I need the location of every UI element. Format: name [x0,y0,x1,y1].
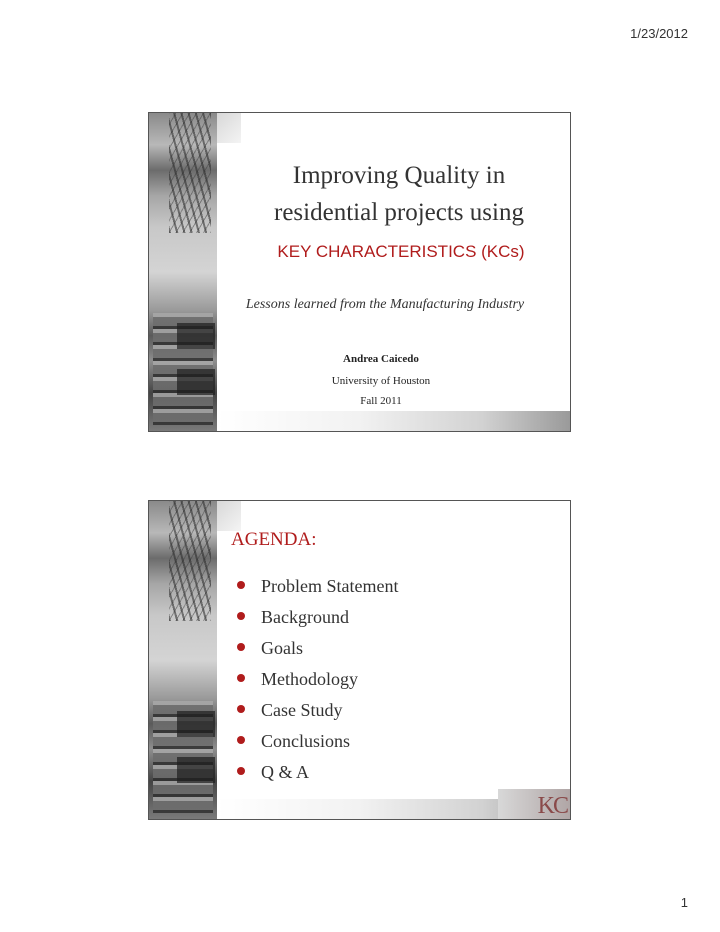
slide-subtitle: KEY CHARACTERISTICS (KCs) [277,242,525,261]
building-photo-strip [149,113,217,431]
agenda-item [231,633,398,664]
page-date: 1/23/2012 [630,26,688,41]
page-number: 1 [680,895,688,910]
corner-photo [217,113,241,143]
agenda-item [231,695,398,726]
agenda-item-label: Conclusions [261,731,351,751]
term-label: Fall 2011 [360,395,402,407]
bullet-icon [237,767,245,775]
agenda-item-label: Methodology [261,669,358,689]
lessons-tagline: Lessons learned from the Manufacturing Industry [245,297,525,312]
agenda-item-label: Background [261,607,349,627]
agenda-item [231,602,398,633]
agenda-item [231,571,398,602]
agenda-slide [148,500,571,820]
agenda-list [231,571,398,788]
author-affiliation: University of Houston [331,375,431,387]
tree-image [169,113,211,233]
bottom-gradient-bar [217,411,570,431]
bullet-icon [237,736,245,744]
bullet-icon [237,581,245,589]
agenda-item-label: Q & A [261,762,310,782]
agenda-item [231,726,398,757]
agenda-heading: AGENDA: [231,529,317,550]
window-image [177,757,215,783]
bullet-icon [237,643,245,651]
corner-photo [217,501,241,531]
window-image [177,711,215,737]
agenda-item [231,757,398,788]
title-slide [148,112,571,432]
agenda-item [231,664,398,695]
bullet-icon [237,612,245,620]
agenda-item-label: Case Study [261,700,343,720]
window-image [177,323,215,349]
agenda-item-label: Problem Statement [261,576,399,596]
bullet-icon [237,674,245,682]
slide-title: Improving Quality in residential projects using [274,162,524,226]
tree-image [169,501,211,621]
window-image [177,369,215,395]
agenda-item-label: Goals [261,638,303,658]
bullet-icon [237,705,245,713]
kc-logo: KC [498,789,570,819]
building-photo-strip [149,501,217,819]
author-name: Andrea Caicedo [343,353,419,365]
